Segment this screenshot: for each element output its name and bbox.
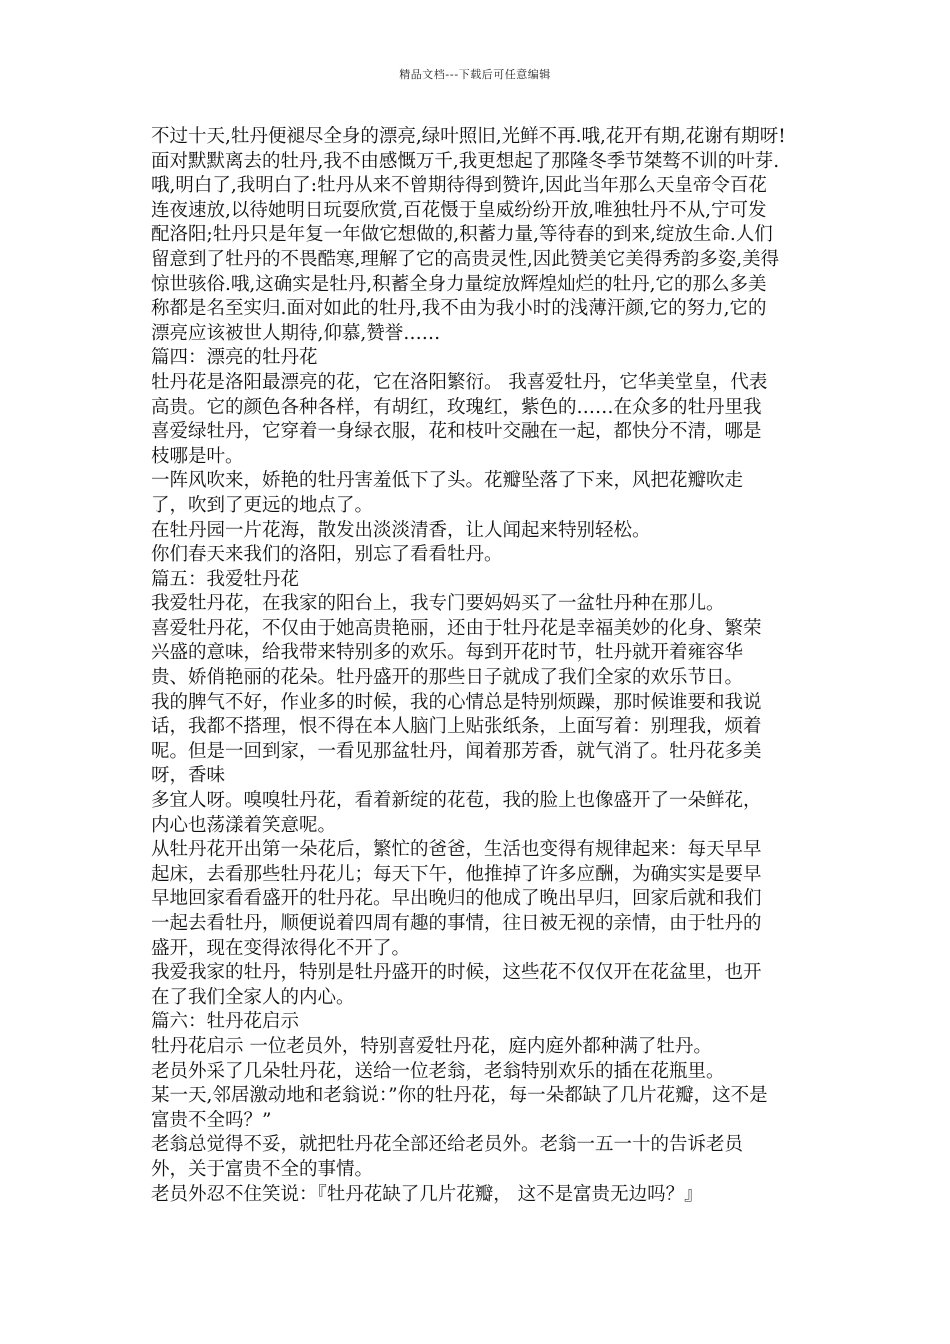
text-line: 牡丹花启示 一位老员外，特别喜爱牡丹花，庭内庭外都种满了牡丹。 bbox=[151, 1035, 712, 1057]
text-line: 内心也荡漾着笑意呢。 bbox=[151, 814, 337, 836]
text-line: 了，吹到了更远的地点了。 bbox=[151, 494, 374, 516]
text-line: 枝哪是叶。 bbox=[151, 445, 244, 467]
text-line: 一起去看牡丹，顺便说着四周有趣的事情，往日被无视的亲情，由于牡丹的 bbox=[151, 913, 762, 934]
text-line: 我爱我家的牡丹，特别是牡丹盛开的时候，这些花不仅仅开在花盆里，也开 bbox=[151, 962, 762, 984]
text-line: 呀，香味 bbox=[151, 765, 226, 787]
text-line: 老员外忍不住笑说：『牡丹花缺了几片花瓣， 这不是富贵无边吗？』 bbox=[151, 1183, 703, 1205]
text-line: 你们春天来我们的洛阳，别忘了看看牡丹。 bbox=[151, 544, 503, 566]
text-line: 呢。但是一回到家，一看见那盆牡丹，闻着那芳香，就气消了。牡丹花多美 bbox=[151, 740, 762, 762]
text-line: 哦,明白了,我明白了:牡丹从来不曾期待得到赞许,因此当年那么天皇帝令百花 bbox=[151, 175, 767, 197]
text-line: 老翁总觉得不妥，就把牡丹花全部还给老员外。老翁一五一十的告诉老员 bbox=[151, 1134, 744, 1156]
text-line: 配洛阳;牡丹只是年复一年做它想做的,积蓄力量,等待春的到来,绽放生命.人们 bbox=[151, 224, 773, 246]
section-heading: 篇五：我爱牡丹花 bbox=[151, 568, 300, 590]
text-line: 留意到了牡丹的不畏酷寒,理解了它的高贵灵性,因此赞美它美得秀韵多姿,美得 bbox=[151, 248, 780, 270]
document-body bbox=[151, 125, 811, 1207]
text-line: 贵、娇俏艳丽的花朵。牡丹盛开的那些日子就成了我们全家的欢乐节日。 bbox=[151, 667, 744, 689]
text-line: 不过十天,牡丹便褪尽全身的漂亮,绿叶照旧,光鲜不再.哦,花开有期,花谢有期呀! bbox=[151, 126, 786, 147]
text-line: 漂亮应该被世人期待,仰慕,赞誉…… bbox=[151, 322, 441, 344]
text-line: 多宜人呀。嗅嗅牡丹花，看着新绽的花苞，我的脸上也像盛开了一朵鲜花， bbox=[151, 790, 762, 812]
text-line: 我爱牡丹花，在我家的阳台上，我专门要妈妈买了一盆牡丹种在那儿。 bbox=[151, 593, 725, 615]
text-line: 话，我都不搭理，恨不得在本人脑门上贴张纸条，上面写着：别理我，烦着 bbox=[151, 716, 762, 738]
text-line: 富贵不全吗？” bbox=[151, 1109, 272, 1131]
text-line: 面对默默离去的牡丹,我不由感慨万千,我更想起了那隆冬季节桀骜不训的叶芽. bbox=[151, 150, 780, 172]
text-line: 在了我们全家人的内心。 bbox=[151, 986, 355, 1008]
text-line: 兴盛的意味，给我带来特别多的欢乐。每到开花时节，牡丹就开着雍容华 bbox=[151, 642, 744, 664]
text-line: 惊世骇俗.哦,这确实是牡丹,积蓄全身力量绽放辉煌灿烂的牡丹,它的那么多美 bbox=[151, 273, 767, 295]
text-line: 盛开，现在变得浓得化不开了。 bbox=[151, 937, 411, 959]
text-line: 起床，去看那些牡丹花儿；每天下午，他推掉了许多应酬，为确实实是要早 bbox=[151, 863, 762, 885]
text-line: 早地回家看看盛开的牡丹花。早出晚归的他成了晚出早归，回家后就和我们 bbox=[151, 888, 762, 910]
text-line: 高贵。它的颜色各种各样，有胡红，玫瑰红，紫色的……在众多的牡丹里我 bbox=[151, 396, 762, 418]
text-line: 连夜速放,以待她明日玩耍欣赏,百花慑于皇威纷纷开放,唯独牡丹不从,宁可发 bbox=[151, 199, 767, 221]
text-line: 牡丹花是洛阳最漂亮的花，它在洛阳繁衍。 我喜爱牡丹，它华美堂皇，代表 bbox=[151, 371, 768, 393]
text-line: 喜爱绿牡丹，它穿着一身绿衣服，花和枝叶交融在一起，都快分不清，哪是 bbox=[151, 421, 762, 443]
section-heading: 篇四：漂亮的牡丹花 bbox=[151, 347, 318, 369]
section-heading: 篇六：牡丹花启示 bbox=[151, 1011, 300, 1033]
text-line: 喜爱牡丹花，不仅由于她高贵艳丽，还由于牡丹花是幸福美妙的化身、繁荣 bbox=[151, 617, 762, 639]
text-line: 老员外采了几朵牡丹花，送给一位老翁，老翁特别欢乐的插在花瓶里。 bbox=[151, 1060, 725, 1082]
text-line: 我的脾气不好，作业多的时候，我的心情总是特别烦躁，那时候谁要和我说 bbox=[151, 691, 762, 713]
text-line: 一阵风吹来，娇艳的牡丹害羞低下了头。花瓣坠落了下来，风把花瓣吹走 bbox=[151, 470, 744, 492]
page-header: 精品文档---下载后可任意编辑 bbox=[399, 68, 551, 81]
text-line: 称都是名至实归.面对如此的牡丹,我不由为我小时的浅薄汗颜,它的努力,它的 bbox=[151, 298, 767, 320]
text-line: 某一天,邻居激动地和老翁说：”你的牡丹花，每一朵都缺了几片花瓣，这不是 bbox=[151, 1085, 768, 1107]
text-line: 在牡丹园一片花海，散发出淡淡清香，让人闻起来特别轻松。 bbox=[151, 519, 651, 541]
text-line: 外，关于富贵不全的事情。 bbox=[151, 1158, 374, 1180]
text-line: 从牡丹花开出第一朵花后，繁忙的爸爸，生活也变得有规律起来：每天早早 bbox=[151, 839, 762, 861]
